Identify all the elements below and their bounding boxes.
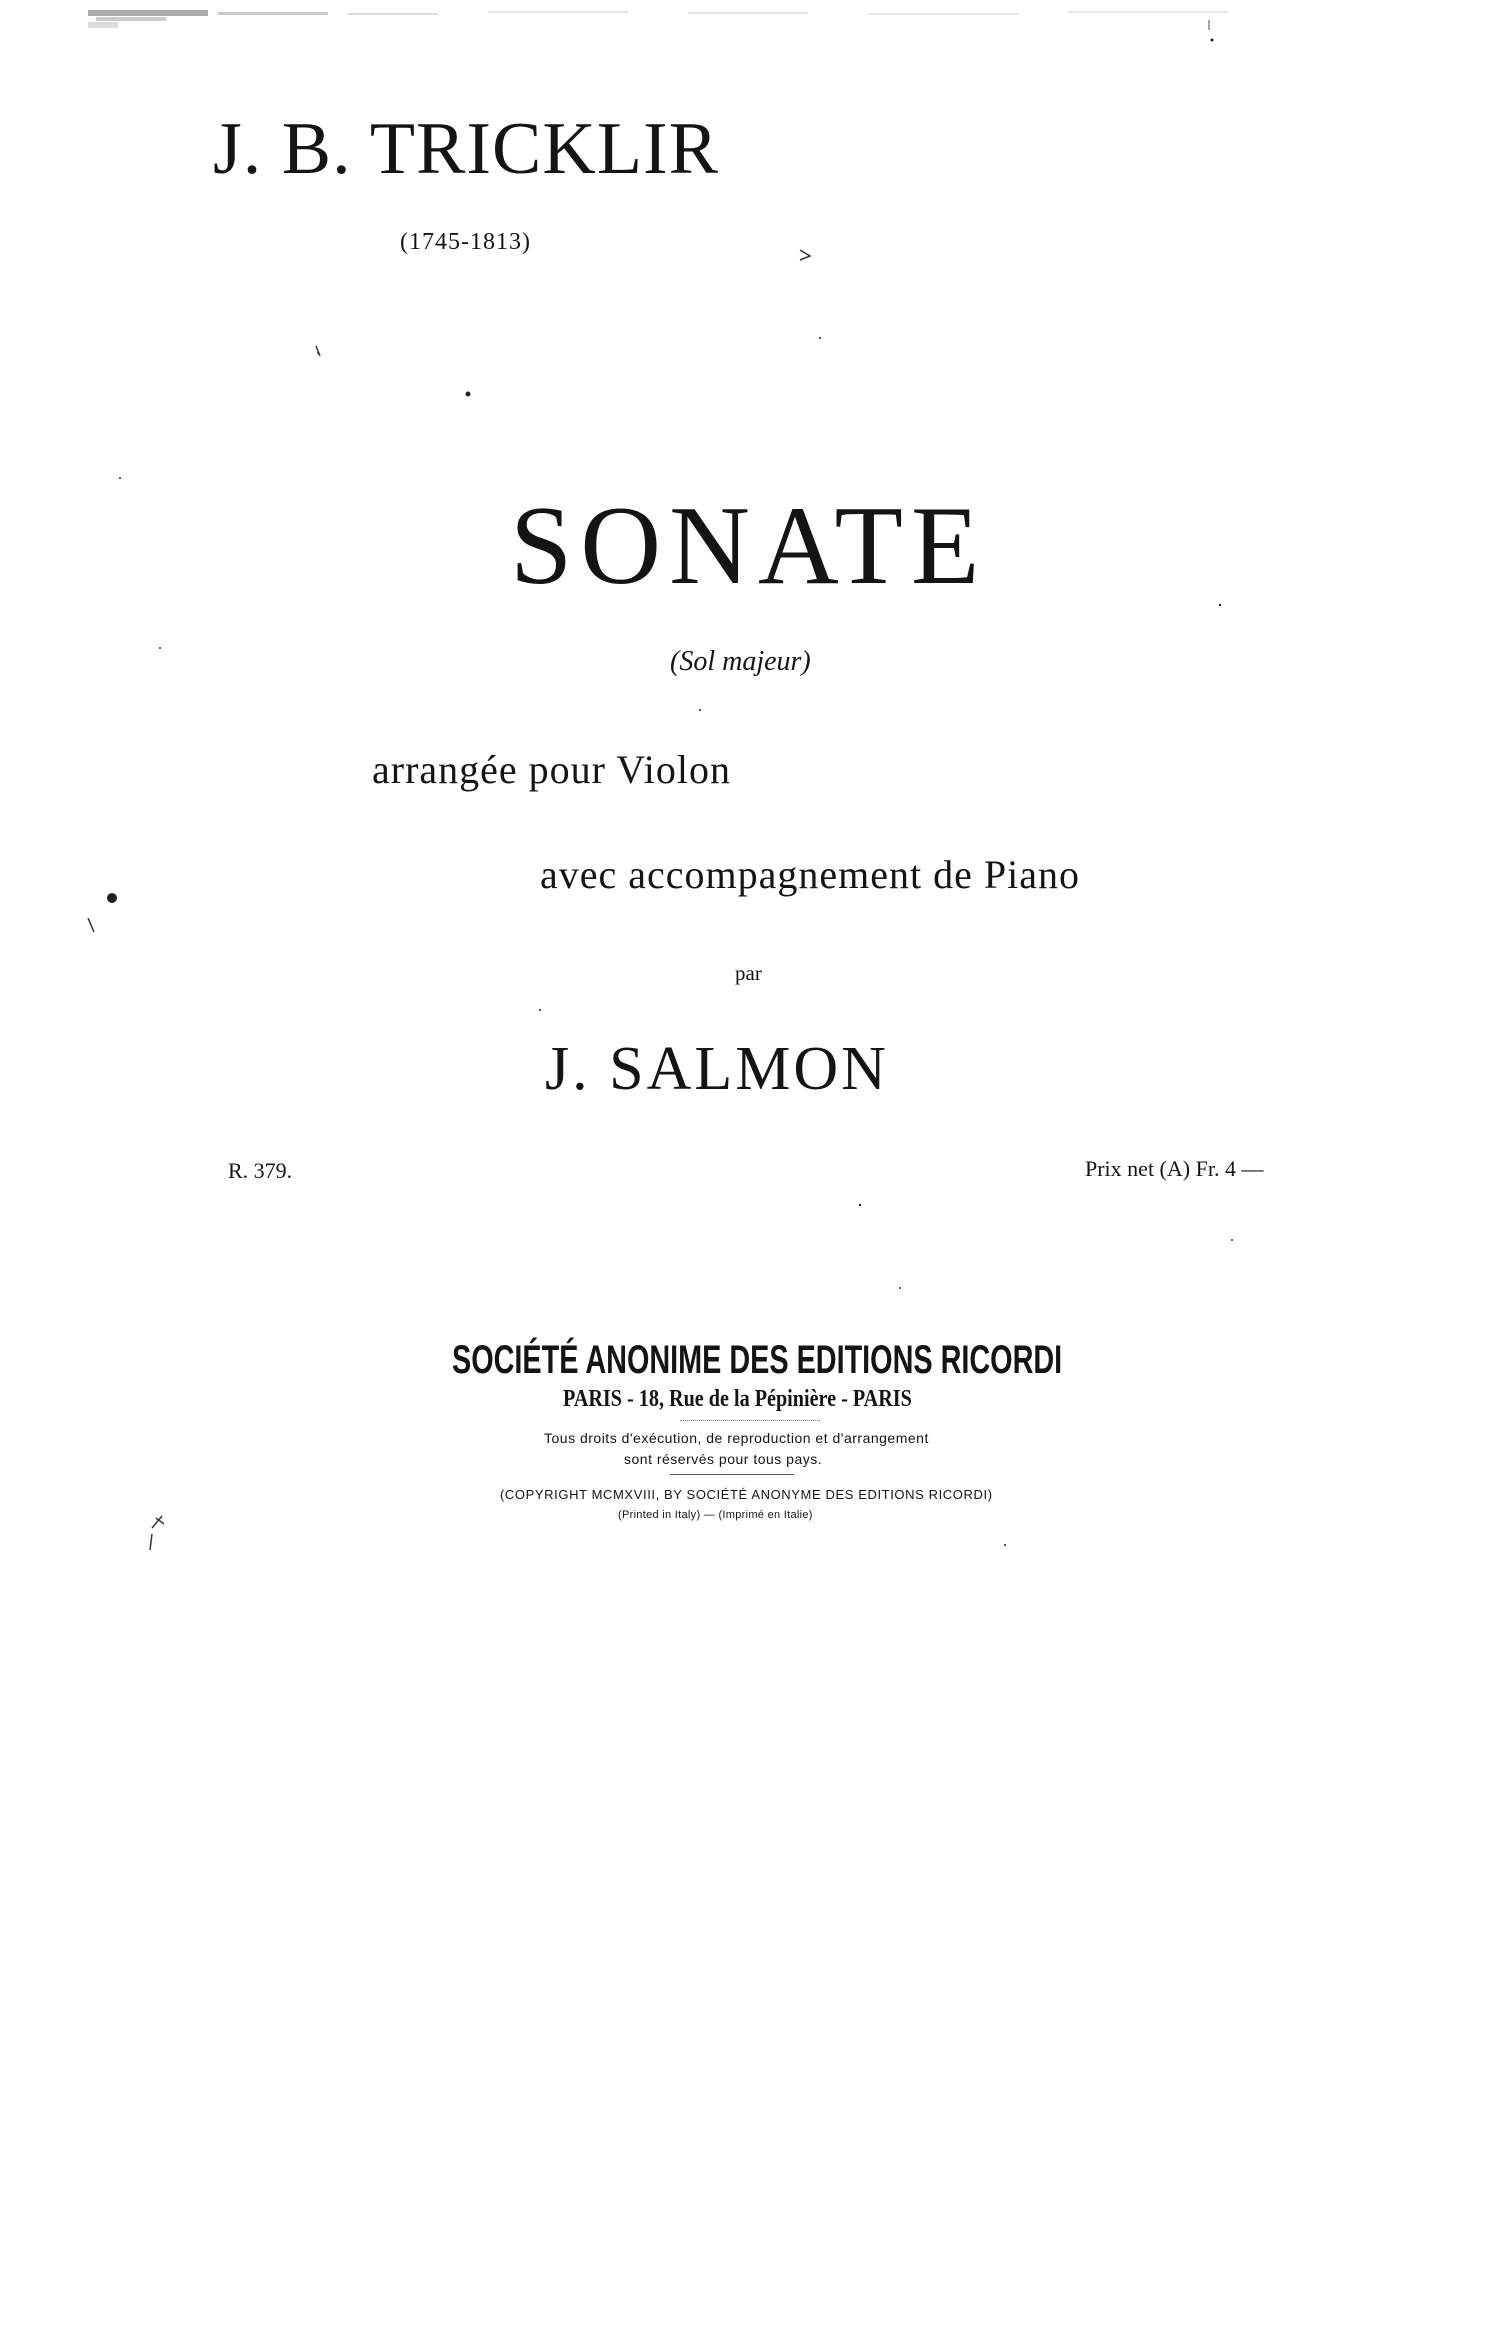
work-title: SONATE (510, 484, 988, 608)
arrangement-line-1: arrangée pour Violon (372, 747, 731, 792)
publisher-name: SOCIÉTÉ ANONIME DES EDITIONS RICORDI (452, 1338, 1063, 1382)
plate-number: R. 379. (228, 1158, 293, 1183)
dotted-divider (680, 1420, 820, 1421)
copyright-notice: (COPYRIGHT MCMXVIII, BY SOCIÉTÉ ANONYME DES EDITIONS RICORDI) (500, 1487, 993, 1502)
arranger-name: J. SALMON (545, 1035, 889, 1103)
by-label: par (735, 961, 762, 985)
arrangement-line-2: avec accompagnement de Piano (540, 852, 1080, 897)
composer-dates: (1745-1813) (400, 229, 531, 255)
composer-name: J. B. TRICKLIR (213, 108, 720, 190)
scan-noise-strip (88, 8, 1318, 30)
price-label: Prix net (A) Fr. 4 — (1085, 1156, 1264, 1181)
rights-line-2: sont réservés pour tous pays. (624, 1451, 823, 1467)
printed-notice: (Printed in Italy) — (Imprimé en Italie) (618, 1509, 813, 1521)
rights-line-1: Tous droits d'exécution, de reproduction et d'arrangement (544, 1430, 929, 1446)
solid-divider (670, 1474, 794, 1475)
publisher-address: PARIS - 18, Rue de la Pépinière - PARIS (563, 1386, 912, 1412)
work-key: (Sol majeur) (670, 646, 811, 677)
